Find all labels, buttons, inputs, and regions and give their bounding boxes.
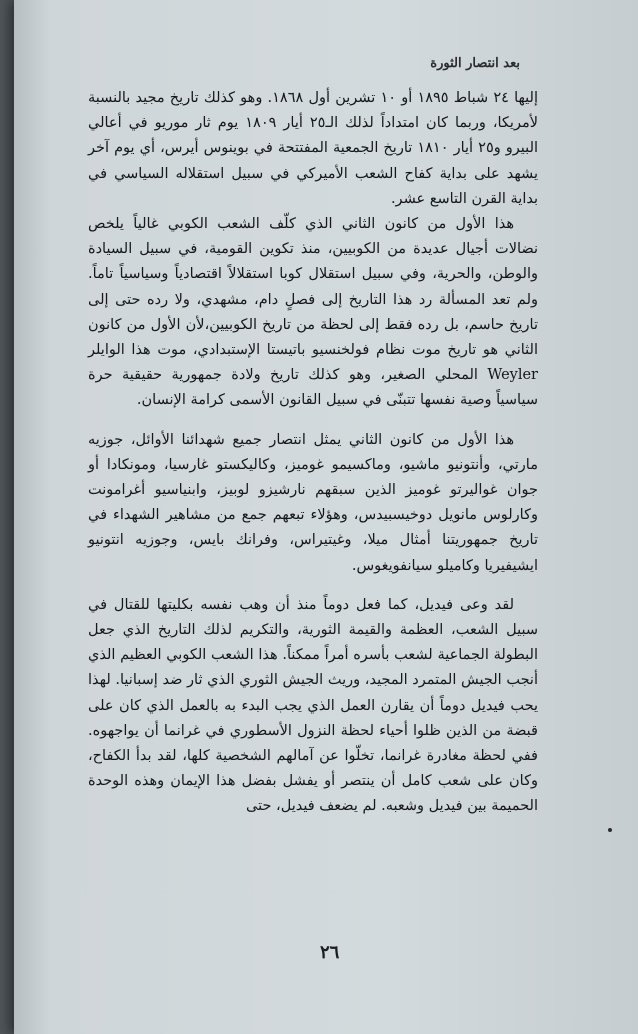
paragraph-3: هذا الأول من كانون الثاني يمثل انتصار جميع شهدائنا الأوائل، جوزيه مارتي، وأنتونيو ماشيو، وماكسيمو غوميز، وكاليكستو غارسيا، ومونكادا أو جوان غواليرتو غوميز الذين سبقهم نارشيزو لوبيز، وابنياسيو أغرامونت وكارلوس مانويل دوخيسبيدس، وهؤلاء تبعهم جمع من مشاهير الشهداء في تاريخ جمهوريتنا أمثال ميلا، وغيتيراس، وفرانك بايس، وجوزيه انتونيو ايشيفيريا وكاميلو سيانفويغوس.: [88, 431, 538, 574]
body-text: [88, 86, 538, 820]
page-number: ٢٦: [320, 942, 340, 963]
book-page: [14, 0, 638, 1034]
paragraph-2: هذا الأول من كانون الثاني الذي كلّف الشعب الكوبي غالياً يلخص نضالات أجيال عديدة من الكوبيين، منذ تكوين القومية، في سبيل السيادة والوطن، والحرية، وفي سبيل استقلال كوبا استقلالاً اقتصادياً وسياسياً تاماً. ولم تعد المسألة رد هذا التاريخ إلى فصلٍ دام، مشهدي، ولا رده حتى إلى تاريخ حاسم، بل رده فقط إلى لحظة من تاريخ الكوبيين،لأن الأول من كانون الثاني هو تاريخ موت نظام فولخنسيو باتيستا الإستبدادي، موت هذا الوايلر Weyler المحلي الصغير، وهو كذلك تاريخ ولادة جمهورية حقيقية حرة سياسياً وصية نفسها تتبنّى في سبيل القانون الأسمى كرامة الإنسان.: [88, 216, 538, 409]
margin-dot: [608, 828, 612, 832]
running-head: بعد انتصار الثورة: [430, 56, 520, 71]
paragraph-1: إليها ٢٤ شباط ١٨٩٥ أو ١٠ تشرين أول ١٨٦٨. وهو كذلك تاريخ مجيد بالنسبة لأمريكا، وربما كان امتداداً لذلك الـ٢٥ أيار ١٨٠٩ يوم ثار موريو في أعالي البيرو و٢٥ أيار ١٨١٠ تاريخ الجمعية المفتتحة في بوينوس أيرس، أي يوم آخر يشهد على بداية كفاح الشعب الأميركي في سبيل استقلاله السياسي في بداية القرن التاسع عشر.: [88, 90, 539, 207]
paragraph-4: لقد وعى فيديل، كما فعل دوماً منذ أن وهب نفسه بكليتها للقتال في سبيل الشعب، العظمة والقيمة الثورية، والتكريم لذلك التاريخ الذي جعل البطولة الجماعية لشعب بأسره أمراً ممكناً. هذا الشعب الكوبي العظيم الذي أنجب الجيش المتمرد المجيد، وريث الجيش الثوري الذي ثار ضد إسبانيا. لهذا يحب فيديل دوماً أن يقارن العمل الذي يجب البدء به بالعمل الذي كان على قبضة من الذين ظلوا أحياء لحظة النزول الأسطوري في غرانما أن يواجهوه. ففي لحظة مغادرة غرانما، تخلّوا عن آمالهم الشخصية كلها، لقد بدأ الكفاح، وكان على شعب كامل أن ينتصر أو يفشل بفضل هذا الإيمان وهذه الوحدة الحميمة بين فيديل وشعبه. لم يضعف فيديل، حتى: [88, 596, 538, 815]
